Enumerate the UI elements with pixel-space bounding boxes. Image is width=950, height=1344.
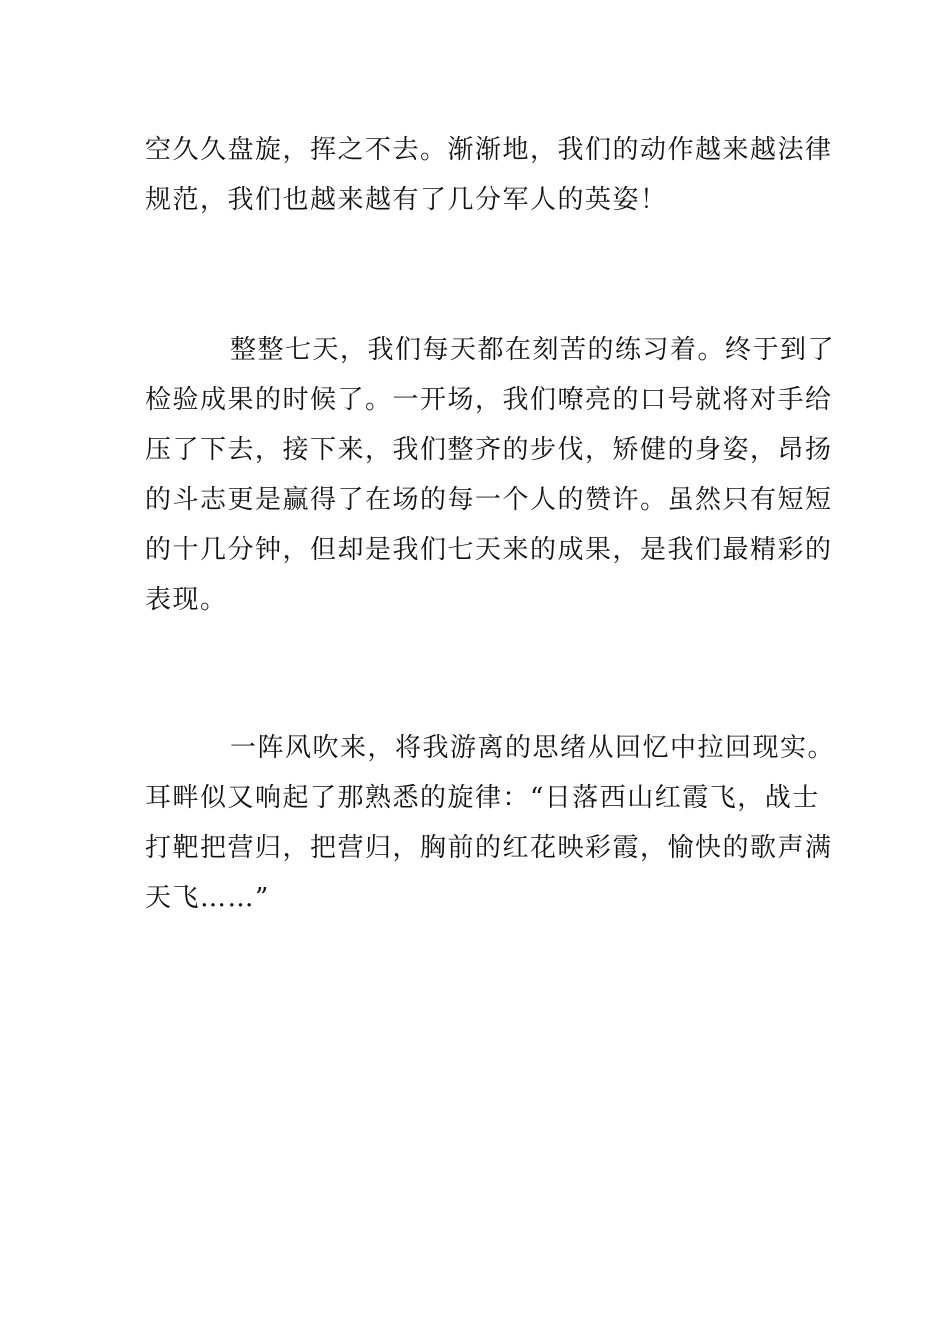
paragraph-line: 检验成果的时候了。一开场，我们嘹亮的口号就将对手给 <box>145 385 833 415</box>
paragraph-2 <box>145 325 836 625</box>
paragraph-line: 表现。 <box>145 585 228 615</box>
paragraph-line: 整整七天，我们每天都在刻苦的练习着。终于到了 <box>230 335 836 365</box>
paragraph-line: 一阵风吹来，将我游离的思绪从回忆中拉回现实。 <box>230 733 836 763</box>
paragraph-line: 规范，我们也越来越有了几分军人的英姿！ <box>145 185 668 215</box>
paragraph-3 <box>145 723 836 923</box>
paragraph-line: 打靶把营归，把营归，胸前的红花映彩霞，愉快的歌声满 <box>145 833 833 863</box>
paragraph-1 <box>145 125 833 225</box>
paragraph-line: 压了下去，接下来，我们整齐的步伐，矫健的身姿，昂扬 <box>145 435 833 465</box>
paragraph-line: 耳畔似又响起了那熟悉的旋律：“日落西山红霞飞，战士 <box>145 783 820 813</box>
paragraph-line: 的斗志更是赢得了在场的每一个人的赞许。虽然只有短短 <box>145 485 833 515</box>
paragraph-line: 空久久盘旋，挥之不去。渐渐地，我们的动作越来越法律 <box>145 135 833 165</box>
paragraph-line: 的十几分钟，但却是我们七天来的成果，是我们最精彩的 <box>145 535 833 565</box>
paragraph-line: 天飞……” <box>145 883 270 913</box>
